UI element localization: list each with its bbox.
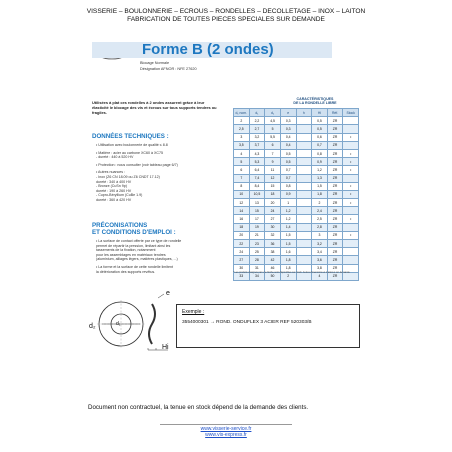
label-d2: d₂ <box>89 323 96 330</box>
table-cell: 32 <box>265 231 281 239</box>
table-cell: 30 <box>265 223 281 231</box>
table-cell: 0,7 <box>280 174 296 182</box>
table-cell: ZR <box>327 133 343 141</box>
table-cell: • <box>343 231 359 239</box>
table-cell: 3,6 <box>312 256 328 264</box>
table-cell <box>343 117 359 125</box>
table-row <box>234 256 359 264</box>
table-row <box>234 231 359 239</box>
table-cell <box>343 207 359 215</box>
footer-link-vis-express[interactable]: www.vis-express.fr <box>205 432 247 438</box>
table-cell: 2,4 <box>312 207 328 215</box>
table-cell: 2 <box>280 272 296 280</box>
table-cell: 12 <box>265 174 281 182</box>
example-text: 3554000301 → ROND. ONDUFLEX 3 ACIER REF 520303/B <box>182 320 312 325</box>
table-cell: • <box>343 215 359 223</box>
table-row <box>234 133 359 141</box>
table-cell: 1,5 <box>280 240 296 248</box>
table-cell: ZR <box>327 248 343 256</box>
table-cell: 46 <box>265 264 281 272</box>
washer-diagram <box>88 292 180 352</box>
table-cell: 3 <box>234 133 250 141</box>
table-cell <box>296 158 312 166</box>
table-cell: 5 <box>265 125 281 133</box>
table-cell <box>296 207 312 215</box>
table-cell: 8 <box>234 182 250 190</box>
table-title-line-2: DE LA RONDELLE LIBRE <box>293 101 337 105</box>
table-cell: 16 <box>234 215 250 223</box>
table-cell: 24 <box>265 207 281 215</box>
table-cell <box>343 125 359 133</box>
table-cell: 28 <box>249 256 265 264</box>
table-row <box>234 149 359 157</box>
table-cell: • <box>343 190 359 198</box>
table-cell: 1,2 <box>312 166 328 174</box>
table-cell: 15 <box>249 207 265 215</box>
precaution-item: (aluminium, alliages légers, matières plastiques, ...) <box>96 257 178 262</box>
footer-divider <box>160 424 292 425</box>
table-cell: 7 <box>234 174 250 182</box>
table-cell: 1,8 <box>312 190 328 198</box>
table-cell: 0,7 <box>280 166 296 174</box>
table-row <box>234 166 359 174</box>
table-cell <box>296 248 312 256</box>
table-cell: ZR <box>327 190 343 198</box>
col-header: e <box>280 109 296 117</box>
table-cell: ZR <box>327 125 343 133</box>
table-cell: ZR <box>327 231 343 239</box>
tech-item: dureté : 360 à 420 HV <box>96 197 132 202</box>
table-cell: 2,5 <box>234 125 250 133</box>
table-row <box>234 182 359 190</box>
table-cell: 10 <box>234 190 250 198</box>
table-row <box>234 240 359 248</box>
table-cell: ZR <box>327 117 343 125</box>
table-cell: 18 <box>234 223 250 231</box>
header-line-2: FABRICATION DE TOUTES PIECES SPECIALES SUR DEMANDE <box>127 16 325 23</box>
tech-item: - Bronze (CuSn 9p) <box>96 184 127 189</box>
table-cell: 1,5 <box>312 182 328 190</box>
col-header: d₁ <box>249 109 265 117</box>
disclaimer: Document non contractuel, la tenue en stock dépend de la demande des clients. <box>88 404 309 411</box>
table-cell: ZR <box>327 264 343 272</box>
label-e: e <box>166 290 170 297</box>
table-cell: 1,3 <box>312 174 328 182</box>
table-cell: ZR <box>327 199 343 207</box>
table-row <box>234 117 359 125</box>
table-cell: 11 <box>265 166 281 174</box>
table-cell <box>296 133 312 141</box>
col-header: d₁ nom. <box>234 109 250 117</box>
table-cell: ZR <box>327 158 343 166</box>
table-cell: ZR <box>327 207 343 215</box>
table-cell: 17 <box>249 215 265 223</box>
product-subtitle: Blocage Normale <box>140 61 170 65</box>
example-label: Exemple : <box>182 309 205 315</box>
table-cell: 0,9 <box>312 158 328 166</box>
table-cell: 10,5 <box>249 190 265 198</box>
tech-item: • Matière : acier au carbone XC60 à XC75 <box>96 150 163 155</box>
precaution-item: tassements de la fixation, notamment <box>96 248 156 253</box>
table-cell: • <box>343 158 359 166</box>
table-cell: 1,4 <box>280 223 296 231</box>
col-header: d₂ <box>265 109 281 117</box>
table-cell: 38 <box>265 248 281 256</box>
table-cell: 7 <box>265 149 281 157</box>
table-cell: 20 <box>234 231 250 239</box>
table-cell: 0,5 <box>280 149 296 157</box>
table-row <box>234 207 359 215</box>
table-cell: • <box>343 182 359 190</box>
tech-list <box>96 143 226 203</box>
header-line-1: VISSERIE – BOULONNERIE – ECROUS – RONDELLES – DECOLLETAGE – INOX – LAITON <box>86 8 366 15</box>
tech-item: • Autres nuances : <box>96 170 126 175</box>
table-cell: 13 <box>249 199 265 207</box>
table-cell: 19 <box>249 223 265 231</box>
table-row <box>234 141 359 149</box>
table-cell: 27 <box>234 256 250 264</box>
table-cell: 6 <box>265 141 281 149</box>
col-header: h <box>296 109 312 117</box>
table-row <box>234 248 359 256</box>
tech-item: dureté : 340 à 400 HV <box>96 179 132 184</box>
table-cell <box>296 166 312 174</box>
table-cell: 50 <box>265 272 281 280</box>
table-cell <box>296 231 312 239</box>
table-cell <box>296 215 312 223</box>
table-cell: 12 <box>234 199 250 207</box>
table-cell: 0,8 <box>280 182 296 190</box>
table-cell: 2,5 <box>312 215 328 223</box>
table-cell: 0,6 <box>312 133 328 141</box>
table-row <box>234 125 359 133</box>
table-cell <box>343 240 359 248</box>
table-cell: 6,4 <box>249 166 265 174</box>
table-cell: 15 <box>265 182 281 190</box>
precautions-heading-2: ET CONDITIONS D'EMPLOI : <box>92 229 176 236</box>
table-cell: ZR <box>327 256 343 264</box>
table-cell: 0,5 <box>280 158 296 166</box>
table-cell <box>296 190 312 198</box>
footer-link-visserie[interactable]: www.visserie-service.fr <box>200 426 252 432</box>
table-cell: 27 <box>265 215 281 223</box>
product-title: Forme B (2 ondes) <box>142 41 274 58</box>
table-header-row <box>234 109 359 117</box>
table-cell: 0,5 <box>312 125 328 133</box>
spec-table-body <box>234 117 359 281</box>
table-row <box>234 199 359 207</box>
table-cell: 0,8 <box>312 149 328 157</box>
table-cell: 5,3 <box>249 158 265 166</box>
spec-table-container <box>233 108 359 281</box>
table-cell: • <box>343 199 359 207</box>
table-cell: • <box>343 166 359 174</box>
table-cell: • <box>343 149 359 157</box>
table-cell: 31 <box>249 264 265 272</box>
table-cell <box>343 256 359 264</box>
table-title-line-1: CARACTÉRISTIQUES <box>296 97 334 101</box>
table-cell: 4 <box>234 149 250 157</box>
table-cell: 33 <box>234 272 250 280</box>
table-cell: 23 <box>249 240 265 248</box>
table-cell <box>343 248 359 256</box>
tech-item: dureté : 190 à 260 HV <box>96 188 132 193</box>
precautions-list <box>96 239 226 274</box>
spec-table <box>233 108 359 281</box>
tech-item: • Protection : nous consulter (voir tableau page 6/7) <box>96 162 178 167</box>
table-row <box>234 158 359 166</box>
table-cell: 18 <box>265 190 281 198</box>
table-cell: 3,8 <box>312 264 328 272</box>
washer-top-view <box>97 300 145 348</box>
col-header: Hi <box>312 109 328 117</box>
table-note: * Les produits désignés par une flèche sont disponibles sur stock. Autres dimensions et matières sur demande. <box>233 271 351 274</box>
table-cell: 1 <box>280 199 296 207</box>
table-cell: 34 <box>249 272 265 280</box>
table-cell: 0,5 <box>312 117 328 125</box>
table-cell: 0,4 <box>280 141 296 149</box>
col-header: Réf. <box>327 109 343 117</box>
table-cell: 2 <box>312 199 328 207</box>
table-cell <box>343 223 359 231</box>
table-cell <box>296 141 312 149</box>
table-cell: 2,2 <box>249 117 265 125</box>
tech-item: - Inox (Z6 CN 18.09 ou Z6 CNDT 17.12) <box>96 174 160 179</box>
table-cell: ZR <box>327 174 343 182</box>
table-cell: 2 <box>234 117 250 125</box>
table-row <box>234 174 359 182</box>
table-cell: 2,8 <box>312 223 328 231</box>
table-cell: 3,5 <box>234 141 250 149</box>
table-cell: 1,5 <box>280 231 296 239</box>
table-cell <box>296 125 312 133</box>
precaution-item: permet de répartir la pression, limitant ainsi les <box>96 243 171 248</box>
table-cell <box>296 174 312 182</box>
table-cell: 3 <box>312 231 328 239</box>
table-cell <box>343 141 359 149</box>
table-cell: 8,4 <box>249 182 265 190</box>
table-cell: ZR <box>327 223 343 231</box>
table-cell: 4,3 <box>249 149 265 157</box>
table-cell: ZR <box>327 141 343 149</box>
table-cell: 0,4 <box>280 133 296 141</box>
table-cell: 1,6 <box>280 248 296 256</box>
label-hi: Hi <box>162 344 169 351</box>
table-cell: 2,7 <box>249 125 265 133</box>
table-cell: 3,4 <box>312 248 328 256</box>
table-cell: 36 <box>265 240 281 248</box>
table-cell: 21 <box>249 231 265 239</box>
tech-item: • Utilisation avec boulonnerie de qualité ≤ 8.8 <box>96 143 168 147</box>
table-cell <box>296 117 312 125</box>
tech-item: - dureté : 440 à 520 HV <box>96 155 134 160</box>
table-cell: ZR <box>327 240 343 248</box>
table-cell: 5 <box>234 158 250 166</box>
table-cell: 5,5 <box>265 133 281 141</box>
table-cell <box>296 240 312 248</box>
table-cell: 1,8 <box>280 256 296 264</box>
table-cell: ZR <box>327 272 343 280</box>
table-cell: 22 <box>234 240 250 248</box>
table-cell: 6 <box>234 166 250 174</box>
col-header: Stock <box>343 109 359 117</box>
washer-side-view <box>148 294 168 350</box>
table-cell: ZR <box>327 149 343 157</box>
table-cell: 30 <box>234 264 250 272</box>
table-cell <box>296 256 312 264</box>
table-cell: ZR <box>327 166 343 174</box>
table-cell: 25 <box>249 248 265 256</box>
label-d1: d₁ <box>116 321 121 327</box>
table-cell: 42 <box>265 256 281 264</box>
table-cell <box>296 223 312 231</box>
precaution-item: • La forme et la surface de cette rondelle limitent <box>96 264 173 269</box>
table-cell: 3,2 <box>312 240 328 248</box>
tech-item: - Cupro-Béryllium (CuBe 1.9) <box>96 193 143 198</box>
table-cell <box>296 182 312 190</box>
table-cell <box>296 149 312 157</box>
table-cell: 9 <box>265 158 281 166</box>
tech-heading: DONNÉES TECHNIQUES : <box>92 133 169 140</box>
table-cell: 0,7 <box>312 141 328 149</box>
table-cell: 3,7 <box>249 141 265 149</box>
table-cell: • <box>343 133 359 141</box>
precautions-heading-1: PRÉCONISATIONS <box>92 222 148 229</box>
table-row <box>234 190 359 198</box>
product-designation: Désignation AFNOR : NFE 27620 <box>140 67 197 71</box>
precaution-item: la détérioration des supports revêtus. <box>96 269 156 274</box>
table-cell: 4,5 <box>265 117 281 125</box>
table-cell: 3,2 <box>249 133 265 141</box>
table-cell: 0,9 <box>280 190 296 198</box>
table-cell: 14 <box>234 207 250 215</box>
table-cell: 20 <box>265 199 281 207</box>
table-cell: ZR <box>327 182 343 190</box>
table-cell: 0,3 <box>280 125 296 133</box>
table-cell <box>343 174 359 182</box>
table-cell: 0,3 <box>280 117 296 125</box>
table-cell: 4 <box>312 272 328 280</box>
precaution-item: • La surface de contact offerte par ce type de rondelle <box>96 239 182 243</box>
table-cell: 1,2 <box>280 207 296 215</box>
table-cell: ZR <box>327 215 343 223</box>
table-cell: 24 <box>234 248 250 256</box>
product-intro: Utilisées à plat ces rondelles à 2 ondes assurent grâce à leur élasticité le blocage des vis et écrous sur tous supports tendres ou fragiles. <box>92 100 217 115</box>
table-row <box>234 215 359 223</box>
table-cell: 1,2 <box>280 215 296 223</box>
table-cell: 7,4 <box>249 174 265 182</box>
precaution-item: pour les assemblages en matériaux tendres <box>96 252 166 257</box>
table-cell <box>296 199 312 207</box>
table-cell: 1,8 <box>280 264 296 272</box>
table-row <box>234 223 359 231</box>
table-title <box>270 97 360 105</box>
